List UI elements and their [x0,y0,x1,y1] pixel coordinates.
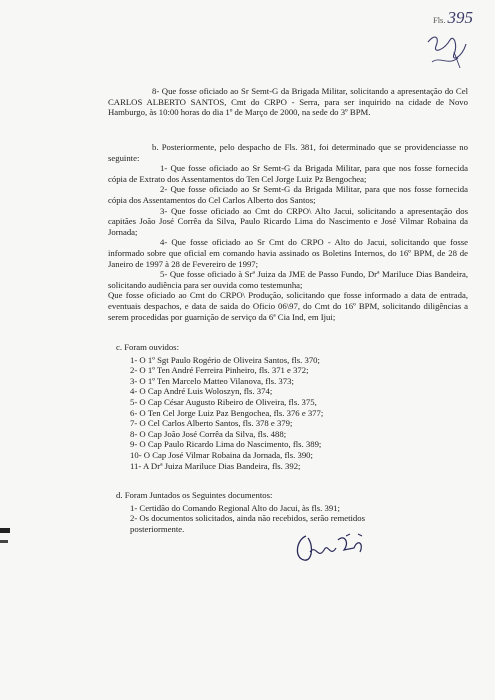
section-b-item: 2- Que fosse oficiado ao Sr Semt-G da Brigada Militar, para que nos fosse fornecida cópia dos Assentamentos do Cel Carlos Alberto dos Santos; [108,184,468,205]
section-c-list [116,355,456,472]
section-b [108,142,468,322]
list-item: 4- O Cap André Luis Woloszyn, fls. 374; [130,386,273,397]
page-number-stamp [433,8,473,28]
list-item: 10- O Cap José Vilmar Robaina da Jornada, fls. 390; [130,449,313,460]
fls-number: 395 [447,8,473,27]
section-d [116,490,416,534]
list-item: 6- O Ten Cel Jorge Luiz Paz Bengochea, fls. 376 e 377; [130,407,324,418]
section-d-heading: d. Foram Juntados os Seguintes documentos: [116,490,273,500]
section-b-intro: b. Posteriormente, pelo despacho de Fls. 381, foi determinado que se providenciasse no seguinte: [108,142,468,163]
paragraph-8-text: 8- Que fosse oficiado ao Sr Semt-G da Brigada Militar, solicitando a apresentação do Cel CARLOS ALBERTO SANTOS, Cmt do CRPO - Serra, para ser inquirido na cidade de Novo Hamburgo, às 10:00 horas do dia 1º de Março de 2000, na sede do 3º BPM. [108,86,468,118]
list-item: 8- O Cap João José Corrêa da Silva, fls. 488; [130,428,287,439]
scan-edge-mark [0,540,8,543]
list-item: 7- O Cel Carlos Alberto Santos, fls. 378 e 379; [130,418,293,429]
section-b-item: 4- Que fosse oficiado ao Sr Cmt do CRPO - Alto do Jacui, solicitando que fosse informado sobre que oficial em comando havia assinado os Boletins Internos, do 16º BPM, de 28 de Janeiro de 1997 à 28 de Fevereiro de 1997; [108,237,468,269]
list-item: 5- O Cap César Augusto Ribeiro de Oliveira, fls. 375, [130,396,317,407]
list-item: 2- O 1º Ten André Ferreira Pinheiro, fls. 371 e 372; [130,365,309,376]
section-b-item: 1- Que fosse oficiado ao Sr Semt-G da Brigada Militar, para que nos fosse fornecida cópia de Extrato dos Assentamentos do Ten Cel Jorge Luiz Pz Bengochea; [108,163,468,184]
fls-label: Fls. [432,15,446,25]
list-item: 9- O Cap Paulo Ricardo Lima do Nascimento, fls. 389; [130,439,322,450]
list-item: 11- A Drª Juiza Mariluce Dias Bandeira, fls. 392; [130,460,301,471]
scan-edge-mark [0,528,10,533]
section-b-extra: Que fosse oficiado ao Cmt do CRPO\ Produção, solicitando que fosse informado a data de entrada, eventuais despachos, e data de saida do Oficio 06\97, do Cmt do 16º BPM, solicitando diligências a serem procedidas por guarnição de serviço da 6ª Cia Ind, em Ijui; [108,290,468,322]
list-item: 1- Certidão do Comando Regional Alto do Jacui, às fls. 391; [130,502,340,513]
paragraph-8 [108,86,468,118]
list-item: 1- O 1º Sgt Paulo Rogério de Oliveira Santos, fls. 370; [130,354,320,365]
section-c-heading: c. Foram ouvidos: [116,342,179,352]
section-b-item: 3- Que fosse oficiado ao Cmt do CRPO\ Alto Jacui, solicitando a apresentação dos capitães João José Corrêa da Silva, Paulo Ricardo Lima do Nascimento e José Vilmar Robaina da Jornada; [108,205,468,237]
handwritten-signature-icon [292,530,372,566]
section-b-item: 5- Que fosse oficiado à Srª Juiza da JME de Passo Fundo, Drª Mariluce Dias Bandeira, solicitando audiência para ser ouvida como testemunha; [108,269,468,290]
rubric-signature-icon [424,32,469,70]
list-item: 2- Os documentos solicitados, ainda não recebidos, serão remetidos posteriormente. [130,513,365,534]
section-c [116,342,456,471]
list-item: 3- O 1º Ten Marcelo Matteo Vilanova, fls. 373; [130,375,294,386]
